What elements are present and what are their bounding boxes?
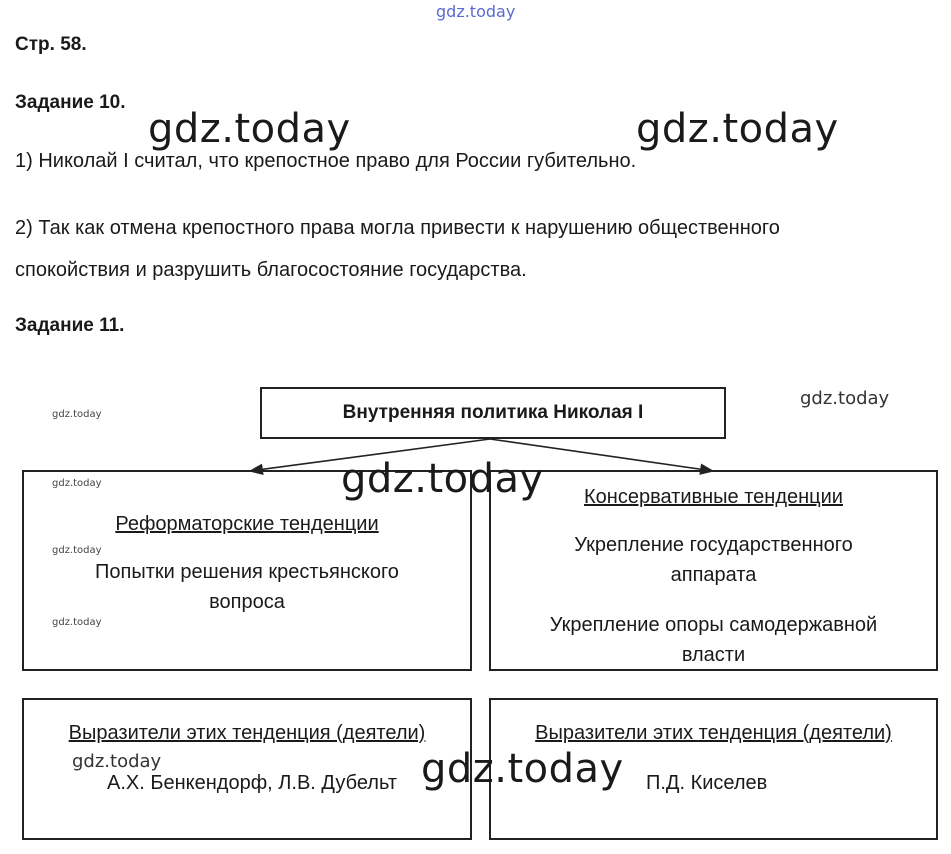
- task-10-answer-2-line-2: спокойствия и разрушить благосостояние государства.: [15, 259, 527, 281]
- conservative-item-2-line-1: Укрепление опоры самодержавной: [549, 614, 878, 636]
- page-reference: Стр. 58.: [15, 34, 87, 55]
- watermark-big-bottom: gdz.today: [421, 746, 624, 792]
- watermark-big-left: gdz.today: [148, 106, 351, 152]
- task-10-heading: Задание 10.: [15, 92, 126, 113]
- task-10-answer-1: 1) Николай I считал, что крепостное право для России губительно.: [15, 150, 637, 172]
- reform-figures-names: А.Х. Бенкендорф, Л.В. Дубельт: [107, 772, 397, 794]
- reform-item-line-1: Попытки решения крестьянского: [95, 561, 399, 583]
- conservative-item-2-line-2: власти: [681, 644, 746, 666]
- watermark-medium-bottom-left: gdz.today: [72, 751, 162, 772]
- conservative-item-1-line-2: аппарата: [670, 564, 757, 586]
- task-10-answer-2-line-1: 2) Так как отмена крепостного права могла привести к нарушению общественного: [15, 217, 780, 239]
- diagram-root-label: Внутренняя политика Николая I: [342, 402, 644, 423]
- reform-item-line-2: вопроса: [209, 591, 285, 613]
- watermark-top: gdz.today: [436, 2, 516, 21]
- watermark-big-right: gdz.today: [636, 106, 839, 152]
- conservative-tendencies-box: [489, 470, 938, 671]
- watermark-big-center: gdz.today: [341, 456, 544, 502]
- diagram-root-box: [260, 387, 726, 439]
- conservative-item-1-line-1: Укрепление государственного: [574, 534, 853, 556]
- conservative-figures-names: П.Д. Киселев: [646, 772, 768, 794]
- reform-tendencies-title: Реформаторские тенденции: [115, 513, 379, 535]
- watermark-small-2: gdz.today: [52, 478, 102, 489]
- conservative-figures-title: Выразители этих тенденция (деятели): [535, 722, 892, 744]
- watermark-small-3: gdz.today: [52, 545, 102, 556]
- conservative-tendencies-title: Консервативные тенденции: [584, 486, 843, 508]
- watermark-small-4: gdz.today: [52, 617, 102, 628]
- watermark-medium-right: gdz.today: [800, 388, 890, 409]
- task-11-heading: Задание 11.: [15, 315, 125, 336]
- reform-figures-title: Выразители этих тенденция (деятели): [68, 722, 426, 744]
- watermark-small-1: gdz.today: [52, 409, 102, 420]
